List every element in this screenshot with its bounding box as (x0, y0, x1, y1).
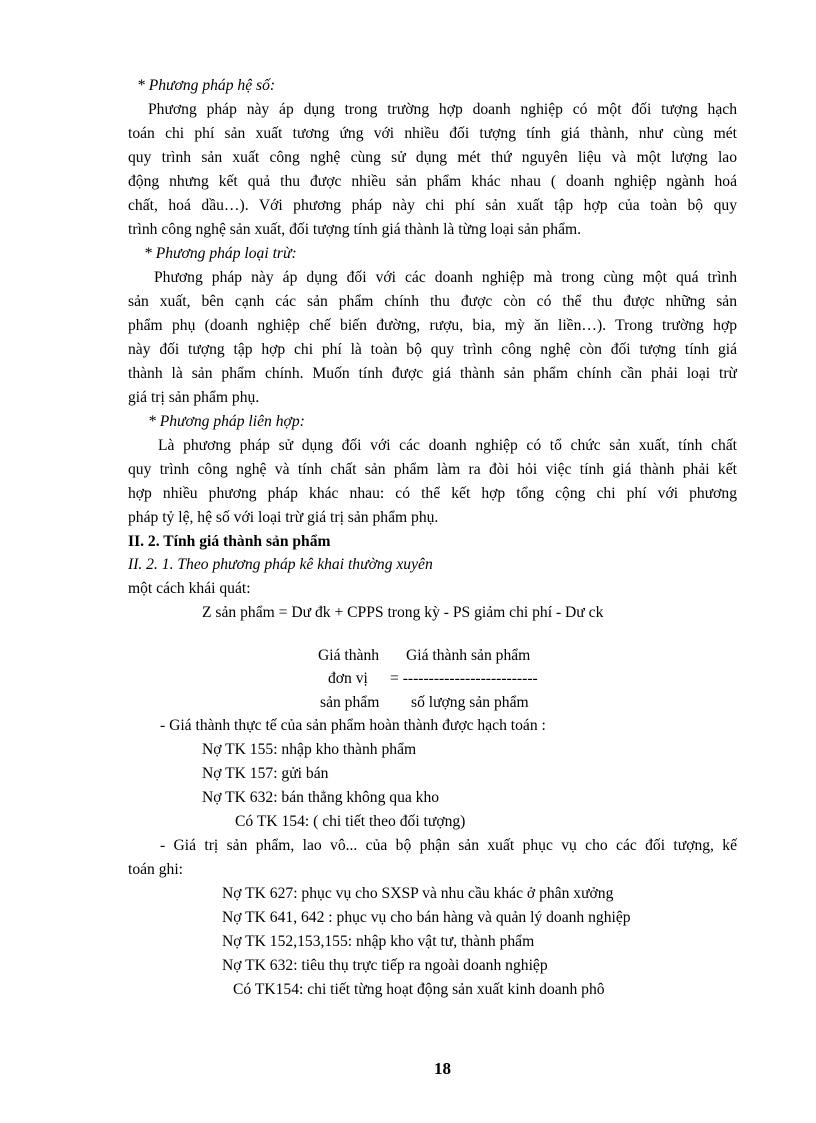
auxiliary-intro-cont: toán ghi: (128, 861, 184, 878)
journal-entry: Nợ TK 632: bán thẳng không qua kho (202, 789, 440, 806)
paragraph-line: chất, hoá dầu…). Với phương pháp này chi phí sản xuất tập hợp của toàn bộ quy (128, 197, 737, 214)
paragraph-line: hợp nhiều phương pháp khác nhau: có thể kết hợp tổng cộng chi phí với phương (128, 485, 737, 502)
page-number: 18 (434, 1059, 451, 1078)
formula-right-top: Giá thành sản phẩm (406, 647, 531, 664)
formula-equals-line: = -------------------------- (390, 670, 538, 687)
formula-left-mid: đơn vị (328, 670, 368, 687)
journal-entry: Có TK 154: ( chi tiết theo đối tượng) (235, 813, 466, 830)
paragraph-line: toán chi phí sản xuất tương ứng với nhiều đối tượng tính giá thành, như cùng mét (128, 125, 737, 142)
paragraph-line: quy trình sản xuất công nghệ cùng sử dụng mét thứ nguyên liệu và một lượng lao (128, 149, 737, 166)
actual-cost-intro: - Giá thành thực tế của sản phẩm hoàn thành được hạch toán : (160, 717, 546, 734)
paragraph-line: pháp tỷ lệ, hệ số với loại trừ giá trị sản phẩm phụ. (128, 509, 439, 526)
formula-left-bottom: sản phẩm (320, 694, 380, 711)
journal-entry: Nợ TK 157: gửi bán (202, 765, 329, 782)
formula-total-cost: Z sản phẩm = Dư đk + CPPS trong kỳ - PS giảm chi phí - Dư ck (202, 604, 604, 621)
heading-exclusion-method: * Phương pháp loại trừ: (144, 245, 297, 262)
formula-right-bottom: số lượng sản phẩm (411, 694, 529, 711)
paragraph-line: sản xuất, bên cạnh các sản phẩm chính thu được còn có thể thu được những sản (128, 293, 737, 310)
paragraph-line: thành là sản phẩm chính. Muốn tính được giá thành sản phẩm chính cần phải loại trừ (128, 365, 737, 382)
paragraph-line: phẩm phụ (doanh nghiệp chế biến đường, rượu, bia, mỳ ăn liền…). Trong trường hợp (128, 317, 737, 334)
journal-entry: Nợ TK 627: phục vụ cho SXSP và nhu cầu khác ở phân xưởng (222, 885, 614, 902)
heading-combined-method: * Phương pháp liên hợp: (148, 413, 305, 430)
journal-entry: Nợ TK 155: nhập kho thành phẩm (202, 741, 417, 758)
paragraph-line: quy trình công nghệ và tính chất sản phẩm làm ra đòi hỏi việc tính giá thành phải kết (128, 461, 737, 478)
paragraph-line: Là phương pháp sử dụng đối với các doanh nghiệp có tổ chức sản xuất, tính chất (158, 437, 737, 454)
paragraph-line: Phương pháp này áp dụng đối với các doanh nghiệp mà trong cùng một quá trình (154, 269, 737, 286)
section-heading-ii2: II. 2. Tính giá thành sản phẩm (128, 533, 331, 550)
heading-coefficient-method: * Phương pháp hệ số: (137, 77, 276, 94)
paragraph-line: động nhưng kết quả thu được nhiều sản phẩm khác nhau ( doanh nghiệp ngành hoá (128, 173, 737, 190)
subsection-heading-ii21: II. 2. 1. Theo phương pháp kê khai thường xuyên (128, 556, 433, 573)
journal-entry: Nợ TK 641, 642 : phục vụ cho bán hàng và quản lý doanh nghiệp (222, 909, 631, 926)
paragraph-line: này đối tượng tập hợp chi phí là toàn bộ quy trình công nghệ còn đối tượng tính giá (128, 341, 737, 358)
formula-left-top: Giá thành (318, 647, 380, 664)
journal-entry: Có TK154: chi tiết từng hoạt động sản xuất kinh doanh phô (233, 981, 605, 998)
journal-entry: Nợ TK 152,153,155: nhập kho vật tư, thành phẩm (222, 933, 535, 950)
paragraph-line: Phương pháp này áp dụng trong trường hợp doanh nghiệp có một đối tượng hạch (148, 101, 737, 118)
intro-line: một cách khái quát: (128, 580, 251, 597)
auxiliary-intro: - Giá trị sản phẩm, lao vô... của bộ phận sản xuất phục vụ cho các đối tượng, kế (160, 837, 737, 854)
paragraph-line: giá trị sản phẩm phụ. (128, 389, 260, 406)
journal-entry: Nợ TK 632: tiêu thụ trực tiếp ra ngoài doanh nghiệp (222, 957, 548, 974)
paragraph-line: trình công nghệ sản xuất, đối tượng tính giá thành là từng loại sản phẩm. (128, 221, 582, 238)
